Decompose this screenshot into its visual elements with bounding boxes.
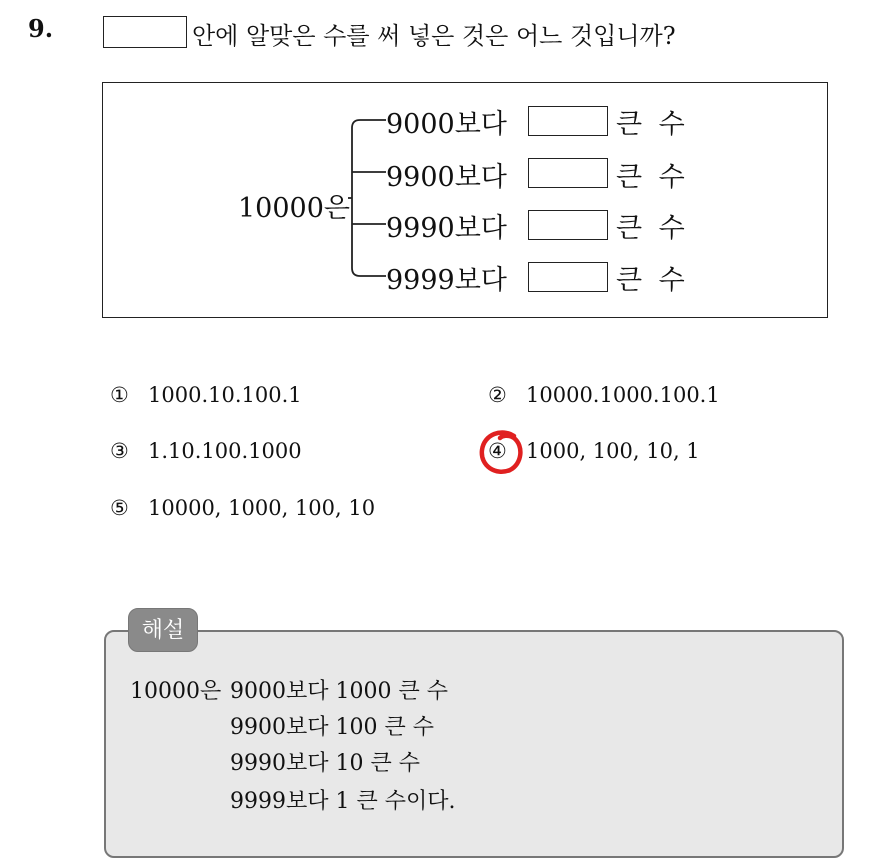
diagram-row-label: 9999보다 [386, 265, 507, 296]
diagram-row-label: 9990보다 [386, 213, 507, 244]
diagram-row-label: 9900보다 [386, 162, 507, 193]
diagram-row-blank-box [528, 106, 608, 136]
choice-number: ③ [110, 439, 129, 463]
choice-3[interactable] [110, 439, 302, 463]
solution-line: 9999보다 1 큰 수이다. [230, 789, 456, 814]
choice-number: ⑤ [110, 496, 129, 520]
choice-text: 1000, 100, 10, 1 [526, 439, 700, 463]
answer-circle-mark [478, 428, 526, 478]
solution-line: 9990보다 10 큰 수 [230, 751, 420, 776]
question-number: 9. [28, 14, 54, 43]
solution-lead: 10000은 [130, 679, 222, 704]
solution-line: 9000보다 1000 큰 수 [230, 679, 448, 704]
diagram-row-suffix: 큰 수 [616, 213, 689, 244]
diagram-row-blank-box [528, 262, 608, 292]
choice-text: 10000.1000.100.1 [526, 383, 720, 407]
diagram-root-label: 10000은 [238, 193, 350, 224]
diagram-row-suffix: 큰 수 [616, 162, 689, 193]
choice-1[interactable] [110, 383, 302, 407]
choice-number: ① [110, 383, 129, 407]
choice-text: 1.10.100.1000 [148, 439, 302, 463]
solution-line: 9900보다 100 큰 수 [230, 715, 434, 740]
diagram-row-suffix: 큰 수 [616, 265, 689, 296]
question-text: 안에 알맞은 수를 써 넣은 것은 어느 것입니까? [192, 22, 676, 50]
choice-number: ② [488, 383, 507, 407]
choice-5[interactable] [110, 496, 375, 520]
solution-panel [104, 630, 844, 858]
diagram-brace [348, 118, 388, 278]
diagram-row-blank-box [528, 210, 608, 240]
choice-2[interactable] [488, 383, 720, 407]
choice-text: 1000.10.100.1 [148, 383, 302, 407]
diagram-row-suffix: 큰 수 [616, 109, 689, 140]
solution-tag: 해설 [128, 608, 198, 652]
diagram-row-label: 9000보다 [386, 109, 507, 140]
diagram-row-blank-box [528, 158, 608, 188]
choice-number: ④ [488, 439, 507, 463]
question-blank-box [103, 16, 187, 48]
choice-text: 10000, 1000, 100, 10 [148, 496, 376, 520]
